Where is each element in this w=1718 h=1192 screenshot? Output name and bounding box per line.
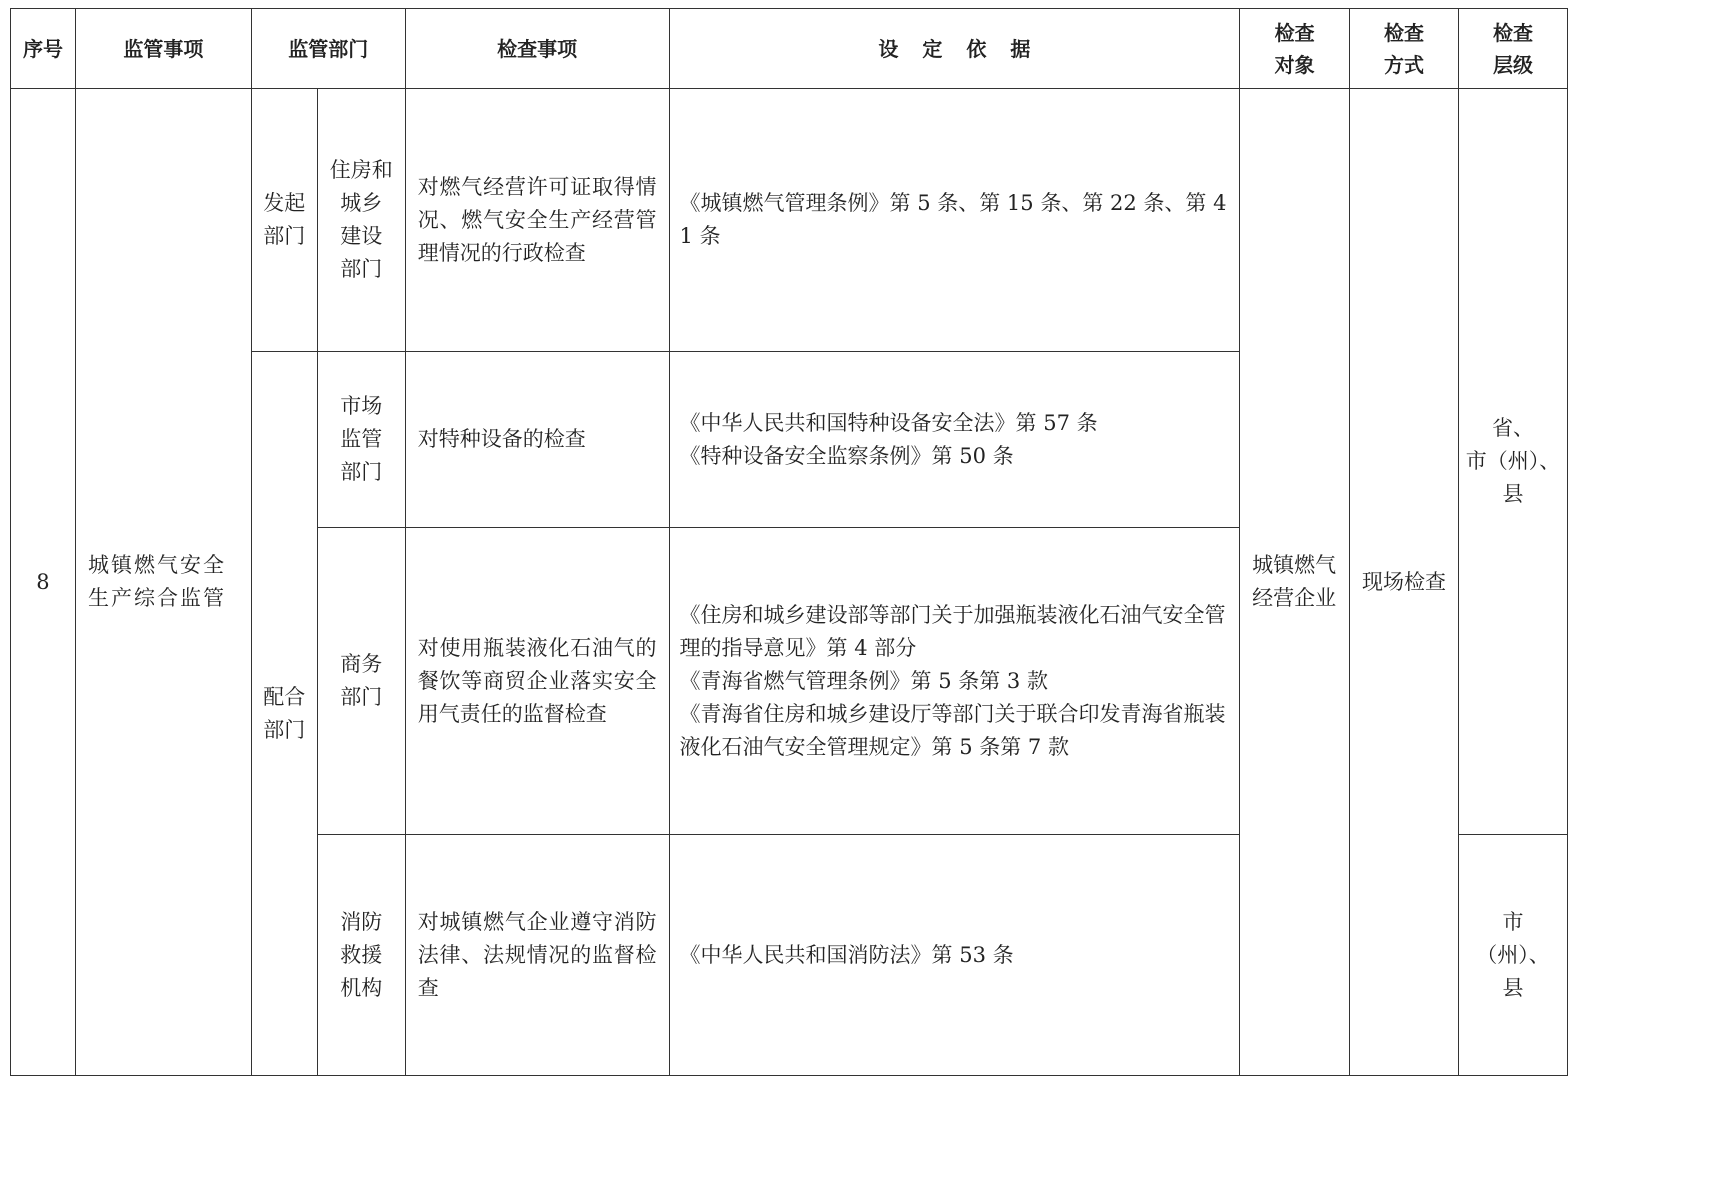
check-item: 对燃气经营许可证取得情况、燃气安全生产经营管理情况的行政检查: [405, 89, 669, 352]
text-line: 检查: [1274, 20, 1315, 45]
text-line: 层级: [1492, 52, 1533, 77]
dept-name: [317, 352, 405, 528]
text-line: 《中华人民共和国特种设备安全法》第 57 条: [679, 410, 1098, 435]
text-line: 《城镇燃气管理条例》第 5 条、第 15 条、第 22 条、第 41 条: [679, 191, 1227, 248]
text-line: 配合: [263, 684, 306, 709]
text-line: 建设: [340, 224, 383, 248]
supervision-table: [10, 8, 1568, 1076]
text-line: 市: [1502, 909, 1524, 934]
text-line: 检查: [1384, 20, 1424, 45]
header-dept: 监管部门: [251, 9, 405, 89]
text-line: 消防: [340, 909, 383, 934]
text-line: （州）、: [1476, 942, 1550, 967]
basis: [669, 352, 1240, 528]
dept-name: [317, 528, 405, 835]
text-line: 《青海省住房和城乡建设厅等部门关于联合印发青海省瓶装液化石油气安全管理规定》第 5 条第 7 款: [679, 701, 1226, 759]
table-row: [11, 89, 1568, 352]
text-line: 部门: [340, 685, 383, 709]
text-line: 发起: [263, 191, 306, 215]
check-item: 对使用瓶装液化石油气的餐饮等商贸企业落实安全用气责任的监督检查: [405, 528, 669, 835]
text-line: 市（州）、: [1465, 449, 1561, 473]
text-line: 住房和: [329, 158, 393, 182]
text-line: 《住房和城乡建设部等部门关于加强瓶装液化石油气安全管理的指导意见》第 4 部分: [679, 602, 1226, 660]
header-check-item: 检查事项: [405, 9, 669, 89]
check-item: 对城镇燃气企业遵守消防法律、法规情况的监督检查: [405, 835, 669, 1076]
text-line: 救援: [340, 942, 383, 967]
text-line: 县: [1502, 482, 1524, 506]
text-line: 县: [1502, 975, 1524, 1000]
basis: [669, 528, 1240, 835]
dept-name: [317, 89, 405, 352]
basis: [669, 835, 1240, 1076]
text-line: 部门: [263, 224, 306, 248]
text-line: 监管: [340, 427, 383, 451]
header-item: 监管事项: [75, 9, 251, 89]
header-method: [1350, 9, 1459, 89]
text-line: 《青海省燃气管理条例》第 5 条第 3 款: [679, 668, 1048, 693]
coop-dept-role: [251, 352, 317, 1076]
row-level-1: [1458, 89, 1567, 835]
header-target: [1240, 9, 1350, 89]
text-line: 城乡: [340, 191, 383, 215]
text-line: 商务: [340, 652, 383, 676]
text-line: 省、: [1491, 416, 1534, 440]
row-method: 现场检查: [1350, 89, 1459, 1076]
row-level-2: [1458, 835, 1567, 1076]
text-line: 市场: [340, 394, 383, 418]
text-line: 部门: [340, 460, 383, 484]
text-line: 方式: [1384, 52, 1424, 77]
text-line: 《中华人民共和国消防法》第 53 条: [679, 942, 1014, 967]
row-target: 城镇燃气经营企业: [1240, 89, 1350, 1076]
row-seq: 8: [11, 89, 76, 1076]
text-line: 机构: [340, 975, 383, 1000]
text-line: 部门: [263, 717, 306, 742]
text-line: 对象: [1274, 52, 1315, 77]
text-line: 《特种设备安全监察条例》第 50 条: [679, 443, 1014, 468]
dept-name: [317, 835, 405, 1076]
basis: [669, 89, 1240, 352]
header-basis: 设定依据: [669, 9, 1240, 89]
header-seq: 序号: [11, 9, 76, 89]
check-item: 对特种设备的检查: [405, 352, 669, 528]
text-line: 检查: [1492, 20, 1533, 45]
text-line: 部门: [340, 257, 383, 281]
header-row: [11, 9, 1568, 89]
row-item: 城镇燃气安全生产综合监管: [75, 89, 251, 1076]
header-level: [1458, 9, 1567, 89]
lead-dept-role: [251, 89, 317, 352]
